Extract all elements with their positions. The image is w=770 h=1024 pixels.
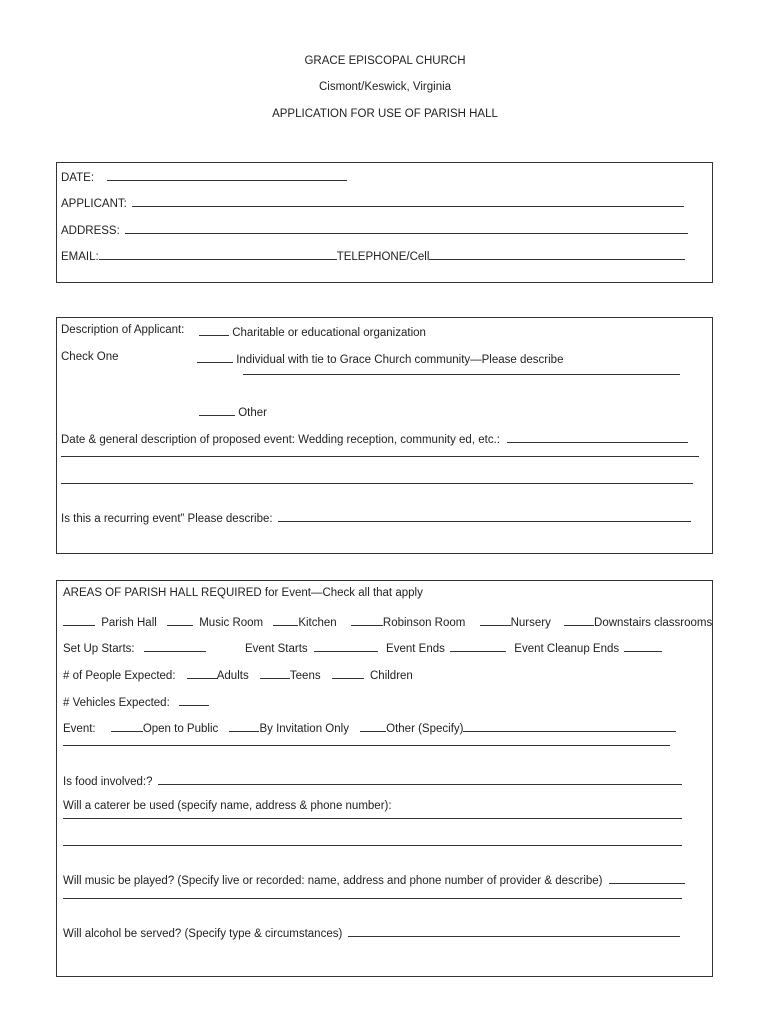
email-label: EMAIL:: [61, 251, 99, 263]
date-row: [61, 169, 347, 184]
setup-starts-label: Set Up Starts:: [63, 643, 135, 655]
areas-heading: AREAS OF PARISH HALL REQUIRED for Event—Check all that apply: [63, 587, 423, 599]
alcohol-row: [63, 925, 680, 940]
invitation-label: By Invitation Only: [259, 723, 349, 735]
event-description-line-2[interactable]: [61, 456, 699, 457]
event-starts-label: Event Starts: [245, 643, 308, 655]
event-ends-label: Event Ends: [386, 643, 445, 655]
other-event-field[interactable]: [463, 720, 676, 732]
robinson-room-checkbox[interactable]: [351, 614, 383, 626]
music-line-2[interactable]: [63, 898, 682, 899]
date-label: DATE:: [61, 172, 95, 184]
setup-starts-field[interactable]: [144, 640, 206, 652]
caterer-line-1[interactable]: [63, 818, 682, 819]
adults-field[interactable]: [187, 667, 217, 679]
kitchen-checkbox[interactable]: [273, 614, 298, 626]
church-name: GRACE EPISCOPAL CHURCH: [304, 55, 466, 67]
cleanup-ends-label: Event Cleanup Ends: [514, 643, 620, 655]
description-label: Description of Applicant:: [61, 324, 185, 336]
robinson-room-label: Robinson Room: [382, 617, 466, 629]
music-label: Will music be played? (Specify live or recorded: name, address and phone number of provider & describe): [63, 875, 603, 887]
check-one-label: Check One: [61, 351, 119, 363]
parish-hall-label: Parish Hall: [101, 617, 157, 629]
recurring-field[interactable]: [278, 510, 691, 522]
applicant-field[interactable]: [132, 195, 684, 207]
caterer-line-2[interactable]: [63, 845, 682, 846]
children-label: Children: [370, 670, 413, 682]
applicant-row: [61, 195, 684, 210]
downstairs-checkbox[interactable]: [564, 614, 594, 626]
other-checkbox[interactable]: [199, 404, 235, 416]
email-field[interactable]: [99, 248, 337, 260]
other-event-label: Other (Specify): [386, 723, 464, 735]
event-description-line-3[interactable]: [61, 483, 693, 484]
music-room-checkbox[interactable]: [167, 614, 193, 626]
applicant-label: APPLICANT:: [61, 198, 127, 210]
date-field[interactable]: [107, 169, 347, 181]
address-label: ADDRESS:: [61, 225, 120, 237]
option-individual-row: [197, 351, 563, 366]
people-row: [63, 667, 413, 682]
caterer-label: Will a caterer be used (specify name, address & phone number):: [63, 800, 392, 812]
music-room-label: Music Room: [199, 617, 264, 629]
option-charitable-row: [199, 324, 426, 339]
form-title: APPLICATION FOR USE OF PARISH HALL: [272, 108, 498, 120]
downstairs-label: Downstairs classrooms: [594, 617, 713, 629]
people-expected-label: # of People Expected:: [63, 670, 176, 682]
event-description-field[interactable]: [507, 431, 688, 443]
address-row: [61, 222, 688, 237]
alcohol-field[interactable]: [348, 925, 680, 937]
event-other-line-2[interactable]: [63, 745, 670, 746]
food-field[interactable]: [158, 773, 682, 785]
teens-label: Teens: [289, 670, 321, 682]
other-label: Other: [238, 407, 267, 419]
individual-checkbox[interactable]: [197, 351, 233, 363]
vehicles-field[interactable]: [179, 694, 209, 706]
adults-label: Adults: [216, 670, 249, 682]
parish-hall-checkbox[interactable]: [63, 614, 95, 626]
schedule-row: [63, 640, 662, 655]
event-label: Event:: [63, 723, 96, 735]
children-field[interactable]: [332, 667, 364, 679]
invitation-checkbox[interactable]: [229, 720, 259, 732]
telephone-field[interactable]: [429, 248, 685, 260]
alcohol-label: Will alcohol be served? (Specify type & circumstances): [63, 928, 343, 940]
nursery-checkbox[interactable]: [480, 614, 511, 626]
email-row: [61, 248, 685, 263]
individual-describe-line[interactable]: [243, 374, 680, 375]
recurring-row: [61, 510, 691, 525]
vehicles-row: [63, 694, 209, 709]
teens-field[interactable]: [260, 667, 290, 679]
nursery-label: Nursery: [510, 617, 551, 629]
areas-row: [63, 614, 713, 629]
event-starts-field[interactable]: [314, 640, 378, 652]
event-description-label: Date & general description of proposed event: Wedding reception, community ed, etc.:: [61, 434, 500, 446]
kitchen-label: Kitchen: [298, 617, 337, 629]
charitable-label: Charitable or educational organization: [232, 327, 426, 339]
address-field[interactable]: [125, 222, 688, 234]
open-public-label: Open to Public: [142, 723, 219, 735]
vehicles-label: # Vehicles Expected:: [63, 697, 170, 709]
recurring-label: Is this a recurring event” Please describe:: [61, 513, 273, 525]
other-event-checkbox[interactable]: [360, 720, 386, 732]
telephone-label: TELEPHONE/Cell: [336, 251, 430, 263]
music-row: [63, 872, 685, 887]
cleanup-ends-field[interactable]: [624, 640, 662, 652]
option-other-row: [199, 404, 267, 419]
open-public-checkbox[interactable]: [111, 720, 143, 732]
food-label: Is food involved:?: [63, 776, 153, 788]
music-field[interactable]: [609, 872, 685, 884]
charitable-checkbox[interactable]: [199, 324, 229, 336]
church-location: Cismont/Keswick, Virginia: [318, 81, 452, 93]
event-type-row: [63, 720, 676, 735]
event-ends-field[interactable]: [450, 640, 506, 652]
individual-label: Individual with tie to Grace Church community—Please describe: [236, 354, 564, 366]
event-description-row: [61, 431, 688, 446]
food-row: [63, 773, 682, 788]
